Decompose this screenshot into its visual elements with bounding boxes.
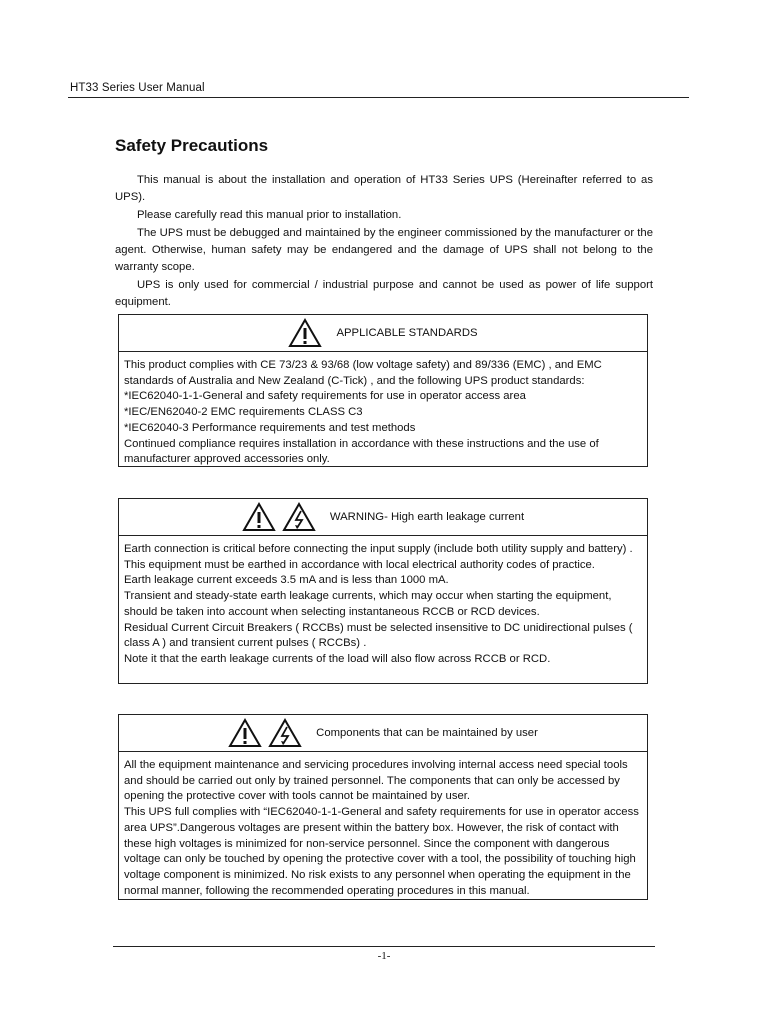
box-line: Earth leakage current exceeds 3.5 mA and is less than 1000 mA. xyxy=(124,574,449,587)
box-body xyxy=(119,536,647,668)
box-heading xyxy=(119,315,647,352)
high-voltage-icon xyxy=(282,502,316,532)
warning-triangle-icon xyxy=(242,502,276,532)
intro-paragraph: The UPS must be debugged and maintained by the engineer commissioned by the manufacturer or the agent. Otherwise, human safety may be endangered and the damage of UPS shall not belong to the warranty scope. xyxy=(115,227,653,273)
footer-rule xyxy=(113,946,655,947)
box-heading xyxy=(119,715,647,752)
box-line: *IEC/EN62040-2 EMC requirements CLASS C3 xyxy=(124,406,363,419)
box-heading-label: WARNING- High earth leakage current xyxy=(329,511,525,523)
box-body xyxy=(119,752,647,899)
intro-paragraph: This manual is about the installation and operation of HT33 Series UPS (Hereinafter referred to as UPS). xyxy=(115,174,653,203)
box-heading-label: APPLICABLE STANDARDS xyxy=(336,327,478,339)
box-line: This product complies with CE 73/23 & 93/68 (low voltage safety) and 89/336 (EMC) , and EMC standards of Australia and New Zealand (C-Tick) , and the following UPS product standards: xyxy=(124,359,602,387)
box-line: Note it that the earth leakage currents of the load will also flow across RCCB or RCD. xyxy=(124,652,551,665)
box-line: Earth connection is critical before connecting the input supply (include both utility supply and battery) . This equipment must be earthed in accordance with local electrical authority codes of practice. xyxy=(124,543,633,571)
applicable-standards-box xyxy=(118,314,648,467)
box-heading xyxy=(119,499,647,536)
box-line: All the equipment maintenance and servicing procedures involving internal access need special tools and should be carried out only by trained personnel. The components that can only be accessed by opening the protective cover with tools cannot be maintained by user. xyxy=(124,759,628,803)
box-line: Residual Current Circuit Breakers ( RCCBs) must be selected insensitive to DC unidirectional pulses ( class A ) and transient current pulses ( RCCBs) . xyxy=(124,621,633,650)
high-voltage-icon xyxy=(268,718,302,748)
page-number: -1- xyxy=(377,950,391,962)
running-header: HT33 Series User Manual xyxy=(70,82,205,94)
page-title: Safety Precautions xyxy=(115,136,269,155)
box-line: *IEC62040-1-1-General and safety requirements for use in operator access area xyxy=(124,390,526,403)
intro-paragraph: UPS is only used for commercial / industrial purpose and cannot be used as power of life support equipment. xyxy=(115,279,653,308)
warning-triangle-icon xyxy=(228,718,262,748)
earth-leakage-warning-box xyxy=(118,498,648,684)
header-rule xyxy=(68,97,689,98)
box-heading-label: Components that can be maintained by user xyxy=(316,727,538,739)
box-line: Continued compliance requires installation in accordance with these instructions and the use of manufacturer approved accessories only. xyxy=(124,437,599,466)
intro-section xyxy=(115,172,653,312)
intro-paragraph: Please carefully read this manual prior to installation. xyxy=(137,209,402,221)
warning-triangle-icon xyxy=(288,318,322,348)
box-line: This UPS full complies with “IEC62040-1-1-General and safety requirements for use in operator access area UPS”.Dangerous voltages are present within the battery box. However, the risk of contact with these high voltages is minimized for non-service personnel. Since the component with dangerous voltage can only be touched by opening the protective cover with a tool, the possibility of touching high voltage component is minimized. No risk exists to any personnel when operating the equipment in the normal manner, following the recommended operating procedures in this manual. xyxy=(124,806,639,897)
box-line: *IEC62040-3 Performance requirements and test methods xyxy=(124,421,416,434)
user-maintenance-box xyxy=(118,714,648,900)
box-line: Transient and steady-state earth leakage currents, which may occur when starting the equipment, should be taken into account when selecting instantaneous RCCB or RCD devices. xyxy=(124,590,612,618)
box-body xyxy=(119,352,647,468)
